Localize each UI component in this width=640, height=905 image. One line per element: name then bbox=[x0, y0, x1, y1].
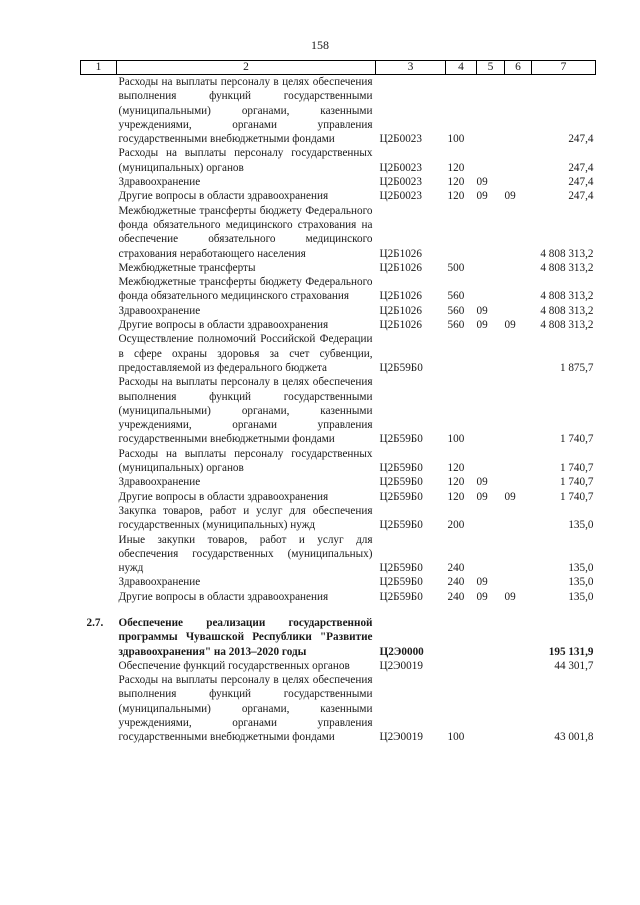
row-name: Межбюджетные трансферты bbox=[118, 261, 256, 274]
row-amount: 44 301,7 bbox=[554, 659, 594, 672]
header-col-7: 7 bbox=[532, 61, 596, 75]
header-col-4: 4 bbox=[446, 61, 477, 75]
row-number-cell bbox=[81, 275, 117, 304]
table-header bbox=[81, 61, 596, 75]
row-name: Другие вопросы в области здравоохранения bbox=[118, 190, 329, 203]
row-name: Расходы на выплаты персоналу в целях обеспечения выполнения функций государственными (муниципальными) органами, казенными учреждениями, органами управления государственными внебюджетными фондами bbox=[118, 76, 373, 146]
table-row bbox=[81, 304, 596, 318]
row-f5 bbox=[477, 659, 505, 673]
row-code: Ц2Б1026 bbox=[379, 247, 422, 260]
row-f6 bbox=[505, 332, 532, 375]
table-body bbox=[81, 75, 596, 604]
row-number-cell bbox=[81, 575, 117, 589]
row-name: Другие вопросы в области здравоохранения bbox=[118, 490, 329, 503]
row-f6 bbox=[505, 175, 532, 189]
row-f5 bbox=[477, 533, 505, 576]
table-row bbox=[81, 204, 596, 261]
row-code: Ц2Э0019 bbox=[379, 659, 423, 672]
row-code: Ц2Б1026 bbox=[379, 261, 422, 274]
row-number-cell bbox=[81, 673, 117, 744]
table-row bbox=[81, 575, 596, 589]
row-code: Ц2Б59Б0 bbox=[379, 519, 423, 532]
row-f4: 120 bbox=[447, 462, 465, 475]
row-f6: 09 bbox=[504, 590, 516, 603]
table-row bbox=[81, 261, 596, 275]
row-f6 bbox=[505, 659, 532, 673]
row-f4: 240 bbox=[447, 562, 465, 575]
table-row bbox=[81, 375, 596, 446]
row-name: Здравоохранение bbox=[118, 304, 201, 317]
row-f5: 09 bbox=[476, 176, 488, 189]
row-f4: 240 bbox=[447, 590, 465, 603]
row-f5 bbox=[477, 275, 505, 304]
row-f4 bbox=[446, 332, 477, 375]
row-number-cell bbox=[81, 261, 117, 275]
row-f5: 09 bbox=[476, 490, 488, 503]
table-row bbox=[81, 673, 596, 744]
row-name: Расходы на выплаты персоналу в целях обеспечения выполнения функций государственными (муниципальными) органами, казенными учреждениями, органами управления государственными внебюджетными фондами bbox=[118, 376, 373, 446]
row-f6: 09 bbox=[504, 319, 516, 332]
table-row bbox=[81, 189, 596, 203]
row-f5 bbox=[477, 261, 505, 275]
row-f6 bbox=[505, 575, 532, 589]
row-code: Ц2Б59Б0 bbox=[379, 361, 423, 374]
row-number-cell bbox=[81, 189, 117, 203]
row-f5 bbox=[477, 504, 505, 533]
row-number-cell bbox=[81, 318, 117, 332]
row-f6 bbox=[505, 375, 532, 446]
row-name: Здравоохранение bbox=[118, 176, 201, 189]
table-row bbox=[81, 275, 596, 304]
row-code: Ц2Б59Б0 bbox=[379, 590, 423, 603]
row-f4: 120 bbox=[447, 490, 465, 503]
row-f4: 100 bbox=[447, 731, 465, 744]
row-f6 bbox=[505, 75, 532, 147]
row-code: Ц2Б1026 bbox=[379, 304, 422, 317]
row-code: Ц2Б0023 bbox=[379, 176, 422, 189]
header-col-5: 5 bbox=[477, 61, 505, 75]
row-amount: 1 740,7 bbox=[559, 490, 594, 503]
row-f4: 240 bbox=[447, 576, 465, 589]
row-number-cell bbox=[81, 447, 117, 476]
row-code: Ц2Б0023 bbox=[379, 190, 422, 203]
row-number-cell bbox=[81, 175, 117, 189]
row-f4: 500 bbox=[447, 261, 465, 274]
budget-table bbox=[80, 60, 596, 745]
table-row bbox=[81, 490, 596, 504]
row-f6 bbox=[505, 533, 532, 576]
row-f5 bbox=[477, 204, 505, 261]
row-number-cell bbox=[81, 204, 117, 261]
section-name: Обеспечение реализации государственной программы Чувашской Республики "Развитие здравоохранения" на 2013–2020 годы bbox=[118, 616, 373, 658]
table-row bbox=[81, 659, 596, 673]
row-amount: 43 001,8 bbox=[554, 731, 594, 744]
row-number-cell bbox=[81, 146, 117, 175]
row-f5: 09 bbox=[476, 590, 488, 603]
section-code: Ц2Э0000 bbox=[379, 645, 424, 658]
row-number-cell bbox=[81, 590, 117, 604]
page-number: 158 bbox=[311, 38, 329, 52]
row-amount: 1 875,7 bbox=[559, 361, 594, 374]
row-number-cell bbox=[81, 490, 117, 504]
row-f6 bbox=[505, 146, 532, 175]
row-name: Межбюджетные трансферты бюджету Федерального фонда обязательного медицинского страхования bbox=[118, 276, 373, 303]
table-row bbox=[81, 447, 596, 476]
row-f4: 100 bbox=[447, 133, 465, 146]
row-f6 bbox=[505, 475, 532, 489]
row-f6 bbox=[505, 275, 532, 304]
row-name: Расходы на выплаты персоналу государственных (муниципальных) органов bbox=[118, 447, 373, 475]
row-code: Ц2Б59Б0 bbox=[379, 476, 423, 489]
row-f6 bbox=[505, 204, 532, 261]
row-amount: 135,0 bbox=[568, 562, 594, 575]
row-f5: 09 bbox=[476, 190, 488, 203]
table-row bbox=[81, 146, 596, 175]
row-name: Расходы на выплаты персоналу в целях обеспечения выполнения функций государственными (муниципальными) органами, казенными учреждениями, органами управления государственными внебюджетными фондами bbox=[118, 674, 373, 744]
row-name: Расходы на выплаты персоналу государственных (муниципальных) органов bbox=[118, 147, 373, 174]
row-amount: 4 808 313,2 bbox=[540, 290, 594, 303]
row-amount: 135,0 bbox=[568, 519, 594, 532]
section-number: 2.7. bbox=[86, 616, 104, 629]
row-f4: 120 bbox=[447, 190, 465, 203]
row-number-cell bbox=[81, 304, 117, 318]
row-amount: 135,0 bbox=[568, 576, 594, 589]
table-row bbox=[81, 533, 596, 576]
section-amount: 195 131,9 bbox=[548, 645, 594, 658]
row-code: Ц2Б1026 bbox=[379, 319, 422, 332]
section-f6 bbox=[505, 616, 532, 659]
row-amount: 1 740,7 bbox=[559, 433, 594, 446]
table-row bbox=[81, 75, 596, 147]
section-row bbox=[81, 616, 596, 659]
row-name: Другие вопросы в области здравоохранения bbox=[118, 319, 329, 332]
row-name: Осуществление полномочий Российской Федерации в сфере охраны здоровья за счет субвенции, предоставляемой из федерального бюджета bbox=[118, 333, 373, 374]
row-name: Обеспечение функций государственных органов bbox=[118, 659, 350, 672]
row-f4: 200 bbox=[447, 519, 465, 532]
row-code: Ц2Б59Б0 bbox=[379, 490, 423, 503]
row-f5 bbox=[477, 673, 505, 744]
table-row bbox=[81, 175, 596, 189]
section-body bbox=[81, 604, 596, 659]
table-row bbox=[81, 475, 596, 489]
row-amount: 4 808 313,2 bbox=[540, 304, 594, 317]
row-amount: 1 740,7 bbox=[559, 476, 594, 489]
row-code: Ц2Б0023 bbox=[379, 161, 422, 174]
row-code: Ц2Б1026 bbox=[379, 290, 422, 303]
row-code: Ц2Б59Б0 bbox=[379, 462, 423, 475]
row-f5 bbox=[477, 375, 505, 446]
row-amount: 247,4 bbox=[568, 190, 594, 203]
row-name: Другие вопросы в области здравоохранения bbox=[118, 590, 329, 603]
row-f5: 09 bbox=[476, 576, 488, 589]
table-row bbox=[81, 590, 596, 604]
row-code: Ц2Э0019 bbox=[379, 731, 423, 744]
row-number-cell bbox=[81, 332, 117, 375]
section-f5 bbox=[477, 616, 505, 659]
header-col-3: 3 bbox=[376, 61, 446, 75]
row-f5: 09 bbox=[476, 319, 488, 332]
header-col-6: 6 bbox=[505, 61, 532, 75]
row-f4: 560 bbox=[447, 304, 465, 317]
row-f4: 120 bbox=[447, 176, 465, 189]
row-number-cell bbox=[81, 475, 117, 489]
row-f6 bbox=[505, 304, 532, 318]
row-number-cell bbox=[81, 504, 117, 533]
row-f6: 09 bbox=[504, 190, 516, 203]
row-f4 bbox=[446, 204, 477, 261]
row-name: Межбюджетные трансферты бюджету Федерального фонда обязательного медицинского страхования на обеспечение обязательного медицинского страхования неработающего населения bbox=[118, 204, 373, 260]
row-code: Ц2Б59Б0 bbox=[379, 562, 423, 575]
row-f4: 100 bbox=[447, 433, 465, 446]
row-amount: 1 740,7 bbox=[559, 462, 594, 475]
row-number-cell bbox=[81, 375, 117, 446]
row-name: Иные закупки товаров, работ и услуг для обеспечения государственных (муниципальных) нужд bbox=[118, 533, 373, 575]
row-code: Ц2Б0023 bbox=[379, 133, 422, 146]
row-amount: 135,0 bbox=[568, 590, 594, 603]
row-f4: 120 bbox=[447, 476, 465, 489]
row-number-cell bbox=[81, 659, 117, 673]
row-amount: 247,4 bbox=[568, 161, 594, 174]
row-f4: 120 bbox=[447, 161, 465, 174]
section-f4 bbox=[446, 616, 477, 659]
row-f5 bbox=[477, 447, 505, 476]
row-amount: 247,4 bbox=[568, 133, 594, 146]
row-f6 bbox=[505, 447, 532, 476]
row-f5 bbox=[477, 75, 505, 147]
row-f6: 09 bbox=[504, 490, 516, 503]
row-amount: 4 808 313,2 bbox=[540, 247, 594, 260]
section-rows-body bbox=[81, 659, 596, 745]
table-row bbox=[81, 332, 596, 375]
row-f5: 09 bbox=[476, 476, 488, 489]
row-number-cell bbox=[81, 75, 117, 147]
header-col-2: 2 bbox=[117, 61, 376, 75]
row-f5 bbox=[477, 146, 505, 175]
row-f5: 09 bbox=[476, 304, 488, 317]
header-row bbox=[81, 61, 596, 75]
row-name: Здравоохранение bbox=[118, 476, 201, 489]
table-row bbox=[81, 318, 596, 332]
row-amount: 4 808 313,2 bbox=[540, 319, 594, 332]
row-f4 bbox=[446, 659, 477, 673]
row-f6 bbox=[505, 504, 532, 533]
row-f4: 560 bbox=[447, 319, 465, 332]
row-amount: 247,4 bbox=[568, 176, 594, 189]
row-f5 bbox=[477, 332, 505, 375]
row-f6 bbox=[505, 261, 532, 275]
row-f4: 560 bbox=[447, 290, 465, 303]
header-col-1: 1 bbox=[81, 61, 117, 75]
row-code: Ц2Б59Б0 bbox=[379, 576, 423, 589]
row-amount: 4 808 313,2 bbox=[540, 261, 594, 274]
row-code: Ц2Б59Б0 bbox=[379, 433, 423, 446]
row-name: Здравоохранение bbox=[118, 576, 201, 589]
table-row bbox=[81, 504, 596, 533]
row-f6 bbox=[505, 673, 532, 744]
row-number-cell bbox=[81, 533, 117, 576]
section-spacer bbox=[81, 604, 596, 616]
row-name: Закупка товаров, работ и услуг для обеспечения государственных (муниципальных) нужд bbox=[118, 504, 373, 532]
